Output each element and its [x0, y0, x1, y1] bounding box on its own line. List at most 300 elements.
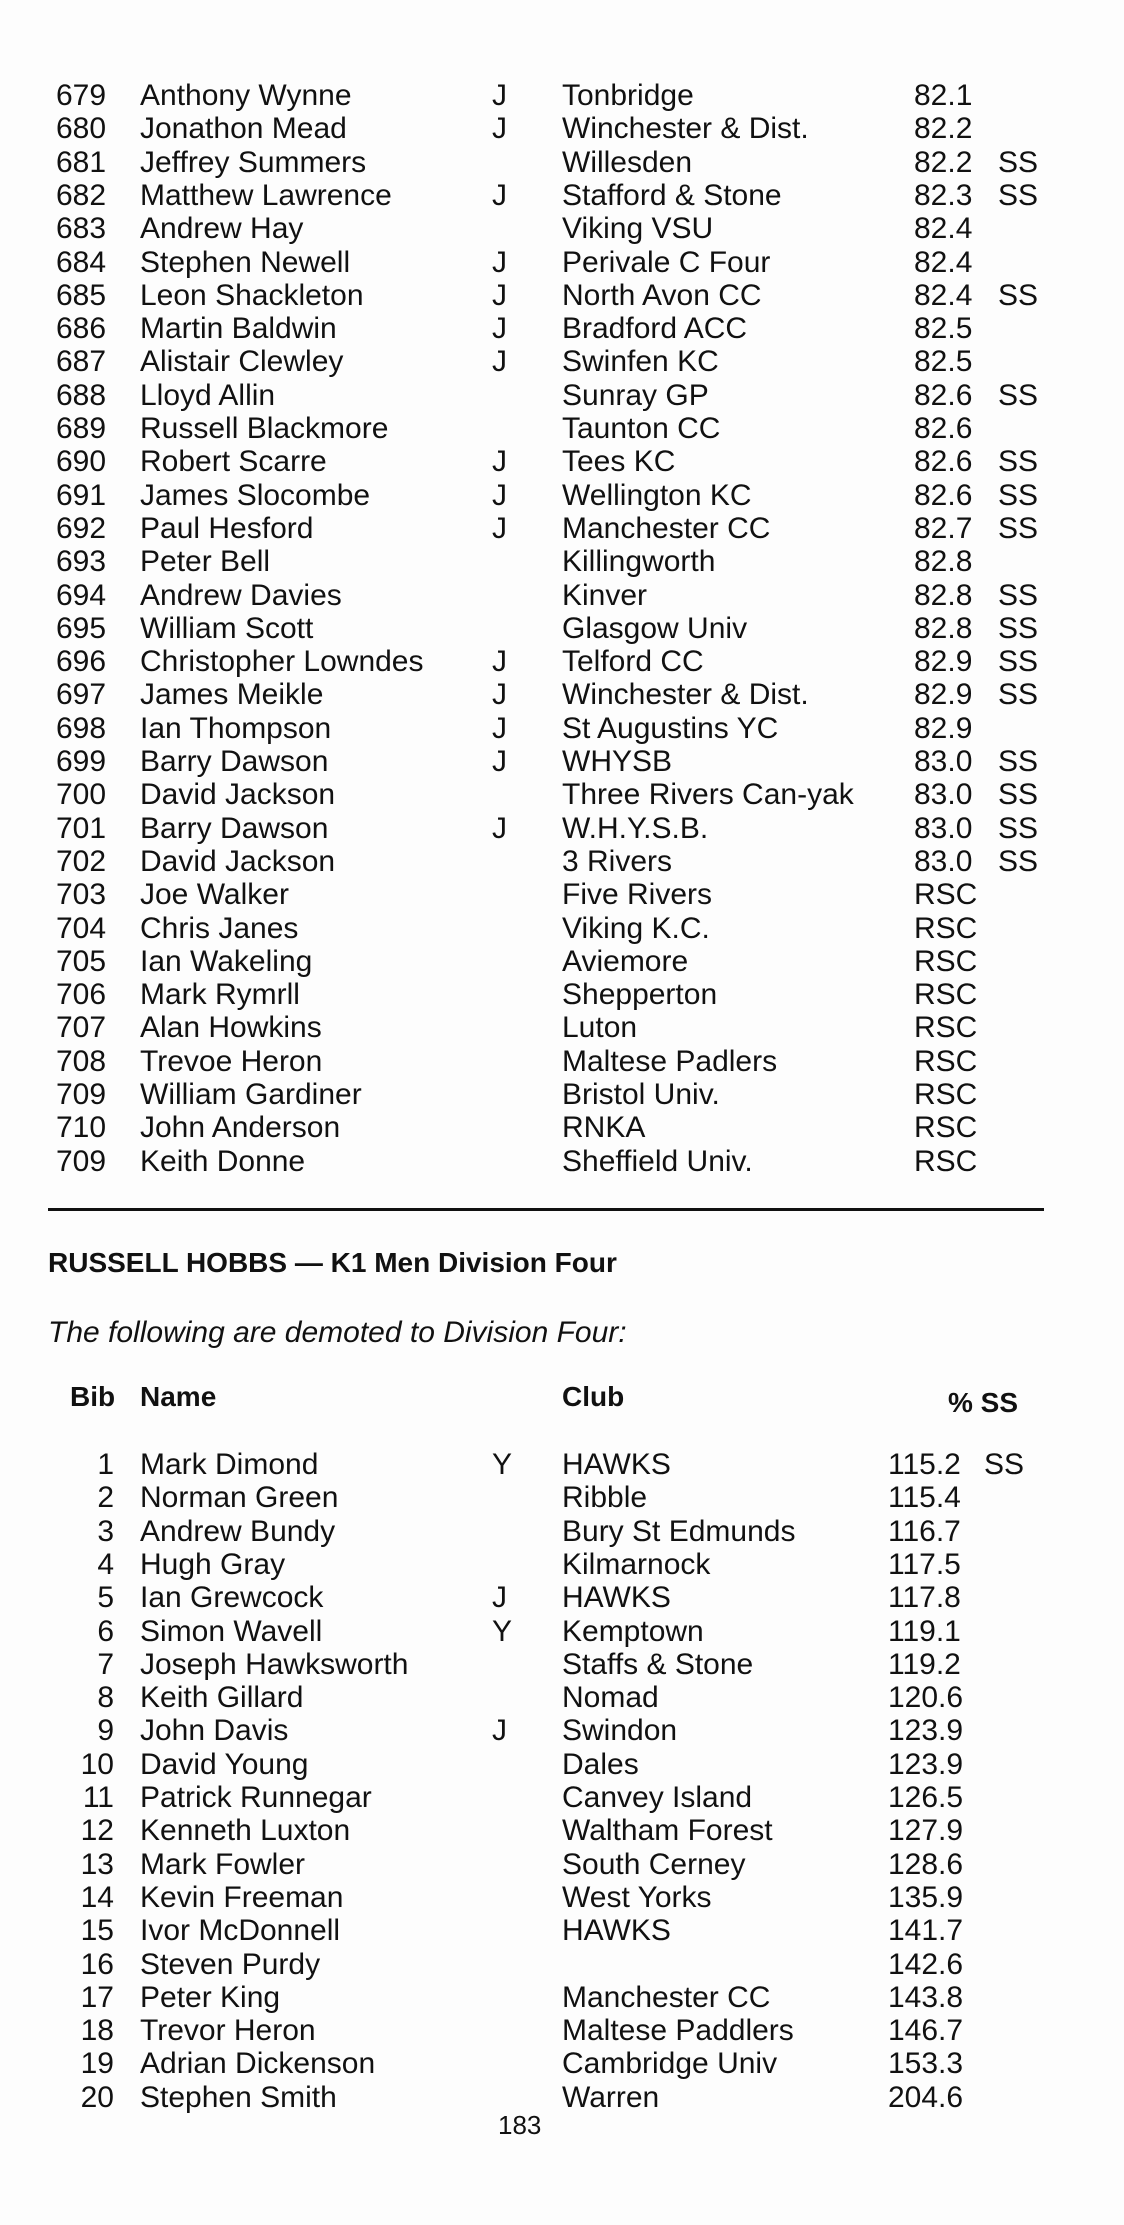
score-value: RSC	[914, 911, 978, 945]
ss-marker: SS	[998, 378, 1039, 412]
ss-marker: SS	[998, 811, 1039, 845]
table-row	[0, 678, 1124, 711]
competitor-name: Keith Gillard	[140, 1681, 304, 1715]
competitor-name: Kevin Freeman	[140, 1880, 344, 1914]
bib-number: 11	[82, 1781, 114, 1814]
table-row	[0, 1881, 1124, 1914]
club-name: Cambridge Univ	[562, 2047, 778, 2081]
bib-number: 14	[80, 1880, 114, 1914]
ss-marker: SS	[998, 645, 1039, 679]
bib-number: 15	[80, 1914, 114, 1948]
header-percent-ss: % SS	[948, 1387, 1019, 1418]
table-row	[0, 512, 1124, 545]
bib-number: 686	[56, 312, 107, 346]
score-value: 82.3	[914, 178, 973, 212]
table-row	[0, 2014, 1124, 2047]
category-flag: J	[492, 645, 507, 679]
category-flag: J	[492, 1714, 507, 1748]
table-row	[0, 2081, 1124, 2114]
bib-number: 702	[56, 844, 107, 878]
table-row	[0, 212, 1124, 245]
table-row	[0, 1011, 1124, 1044]
club-name: Sheffield Univ.	[562, 1144, 753, 1178]
competitor-name: Ian Thompson	[140, 711, 332, 745]
club-name: Kinver	[562, 578, 648, 612]
competitor-name: Peter King	[140, 1980, 281, 2014]
competitor-name: Paul Hesford	[140, 511, 314, 545]
club-name: Aviemore	[562, 944, 689, 978]
club-name: St Augustins YC	[562, 711, 779, 745]
table-row	[0, 878, 1124, 911]
table-row	[0, 1714, 1124, 1747]
club-name: Tees KC	[562, 445, 676, 479]
score-value: 119.2	[888, 1647, 961, 1681]
competitor-name: Andrew Bundy	[140, 1514, 336, 1548]
bib-number: 689	[56, 412, 107, 445]
club-name: Tonbridge	[562, 79, 694, 112]
competitor-name: Mark Dimond	[140, 1448, 319, 1481]
bib-number: 684	[56, 245, 107, 279]
club-name: Glasgow Univ	[562, 611, 748, 645]
table-row	[0, 79, 1124, 112]
score-value: RSC	[914, 1044, 978, 1078]
table-row	[0, 945, 1124, 978]
bib-number: 12	[80, 1814, 114, 1848]
score-value: 82.6	[914, 378, 973, 412]
bib-number: 697	[56, 678, 107, 712]
competitor-name: John Anderson	[140, 1111, 341, 1145]
category-flag: J	[492, 1581, 507, 1615]
score-value: RSC	[914, 1111, 978, 1145]
club-name: Winchester & Dist.	[562, 678, 809, 712]
category-flag: J	[492, 511, 507, 545]
bib-number: 681	[56, 145, 107, 179]
score-value: 204.6	[888, 2080, 964, 2114]
club-name: 3 Rivers	[562, 844, 673, 878]
category-flag: J	[492, 312, 507, 346]
score-value: 82.4	[914, 212, 973, 246]
competitor-name: Jonathon Mead	[140, 112, 347, 146]
competitor-name: Adrian Dickenson	[140, 2047, 376, 2081]
table-row	[0, 345, 1124, 378]
bib-number: 685	[56, 278, 107, 312]
table-row	[0, 1145, 1124, 1178]
competitor-name: Stephen Newell	[140, 245, 351, 279]
bib-number: 2	[97, 1481, 114, 1515]
ss-marker: SS	[998, 145, 1039, 179]
score-value: 119.1	[888, 1614, 961, 1648]
table-row	[0, 845, 1124, 878]
club-name: Three Rivers Can-yak	[562, 778, 854, 812]
competitor-name: Joseph Hawksworth	[140, 1647, 409, 1681]
bib-number: 13	[80, 1847, 114, 1881]
club-name: Kemptown	[562, 1614, 704, 1648]
bib-number: 690	[56, 445, 107, 479]
bib-number: 707	[56, 1011, 107, 1045]
competitor-name: Andrew Hay	[140, 212, 304, 246]
bib-number: 709	[56, 1144, 107, 1178]
table-row	[0, 1548, 1124, 1581]
competitor-name: Christopher Lowndes	[140, 645, 424, 679]
competitor-name: Keith Donne	[140, 1144, 306, 1178]
bib-number: 704	[56, 911, 107, 945]
bib-number: 682	[56, 178, 107, 212]
header-name: Name	[140, 1381, 217, 1412]
score-value: 83.0	[914, 811, 973, 845]
category-flag: J	[492, 112, 507, 146]
competitor-name: Mark Rymrll	[140, 978, 300, 1012]
table-row	[0, 445, 1124, 478]
bib-number: 692	[56, 511, 107, 545]
score-value: 82.8	[914, 611, 973, 645]
score-value: 117.5	[888, 1547, 961, 1581]
score-value: 116.7	[888, 1514, 961, 1548]
score-value: 82.2	[914, 145, 973, 179]
club-name: Telford CC	[562, 645, 704, 679]
club-name: Kilmarnock	[562, 1547, 711, 1581]
club-name: Bury St Edmunds	[562, 1514, 796, 1548]
score-value: 82.5	[914, 312, 973, 346]
category-flag: J	[492, 478, 507, 512]
competitor-name: Stephen Smith	[140, 2080, 337, 2114]
score-value: 123.9	[888, 1747, 964, 1781]
table-row	[0, 1481, 1124, 1514]
table-row	[0, 579, 1124, 612]
club-name: North Avon CC	[562, 278, 762, 312]
score-value: 142.6	[888, 1947, 964, 1981]
club-name: Maltese Padlers	[562, 1044, 778, 1078]
category-flag: J	[492, 678, 507, 712]
bib-number: 694	[56, 578, 107, 612]
competitor-name: Martin Baldwin	[140, 312, 337, 346]
club-name: Luton	[562, 1011, 638, 1045]
score-value: 82.6	[914, 478, 973, 512]
competitor-name: Trevoe Heron	[140, 1044, 323, 1078]
score-value: 82.8	[914, 545, 973, 579]
ss-marker: SS	[998, 278, 1039, 312]
table-row	[0, 745, 1124, 778]
club-name: Manchester CC	[562, 1980, 771, 2014]
club-name: Viking K.C.	[562, 911, 710, 945]
bib-number: 709	[56, 1078, 107, 1111]
competitor-name: Ivor McDonnell	[140, 1914, 341, 1948]
score-value: 120.6	[888, 1681, 964, 1715]
score-value: 82.9	[914, 711, 973, 745]
score-value: 82.1	[914, 79, 973, 112]
score-value: RSC	[914, 1011, 978, 1045]
club-name: Manchester CC	[562, 511, 771, 545]
bib-number: 693	[56, 545, 107, 579]
club-name: HAWKS	[562, 1448, 671, 1481]
table-row	[0, 1448, 1124, 1481]
score-value: 135.9	[888, 1880, 964, 1914]
header-bib: Bib	[70, 1381, 116, 1412]
competitor-name: David Young	[140, 1747, 309, 1781]
ss-marker: SS	[984, 1448, 1025, 1481]
ss-marker: SS	[998, 178, 1039, 212]
table-row	[0, 146, 1124, 179]
competitor-name: David Jackson	[140, 778, 336, 812]
score-value: 82.4	[914, 278, 973, 312]
bib-number: 19	[80, 2047, 114, 2081]
bib-number: 696	[56, 645, 107, 679]
category-flag: J	[492, 711, 507, 745]
table-row	[0, 1814, 1124, 1847]
score-value: 82.8	[914, 578, 973, 612]
club-name: Swinfen KC	[562, 345, 719, 379]
score-value: 82.2	[914, 112, 973, 146]
table-row	[0, 612, 1124, 645]
competitor-name: Ian Grewcock	[140, 1581, 324, 1615]
bib-number: 18	[80, 2014, 114, 2048]
competitor-name: John Davis	[140, 1714, 289, 1748]
bib-number: 701	[56, 811, 107, 845]
bib-number: 683	[56, 212, 107, 246]
score-value: RSC	[914, 978, 978, 1012]
club-name: Shepperton	[562, 978, 718, 1012]
table-row	[0, 379, 1124, 412]
ss-marker: SS	[998, 778, 1039, 812]
club-name: W.H.Y.S.B.	[562, 811, 709, 845]
category-flag: J	[492, 445, 507, 479]
ss-marker: SS	[998, 678, 1039, 712]
bib-number: 699	[56, 745, 107, 778]
category-flag: J	[492, 79, 507, 112]
club-name: Viking VSU	[562, 212, 714, 246]
bib-number: 680	[56, 112, 107, 146]
club-name: Winchester & Dist.	[562, 112, 809, 146]
table-row	[0, 712, 1124, 745]
header-club: Club	[562, 1381, 625, 1412]
table-row	[0, 1981, 1124, 2014]
category-flag: J	[492, 245, 507, 279]
table-row	[0, 1948, 1124, 1981]
bib-number: 691	[56, 478, 107, 512]
competitor-name: Barry Dawson	[140, 811, 329, 845]
bib-number: 708	[56, 1044, 107, 1078]
competitor-name: Matthew Lawrence	[140, 178, 392, 212]
score-value: 126.5	[888, 1781, 964, 1814]
score-value: 82.5	[914, 345, 973, 379]
table-row	[0, 312, 1124, 345]
bib-number: 706	[56, 978, 107, 1012]
ss-marker: SS	[998, 445, 1039, 479]
competitor-name: Ian Wakeling	[140, 944, 313, 978]
table-row	[0, 912, 1124, 945]
score-value: 117.8	[888, 1581, 961, 1615]
competitor-name: Alan Howkins	[140, 1011, 322, 1045]
club-name: West Yorks	[562, 1880, 712, 1914]
bib-number: 3	[97, 1514, 114, 1548]
score-value: 141.7	[888, 1914, 964, 1948]
competitor-name: Leon Shackleton	[140, 278, 364, 312]
competitor-name: Norman Green	[140, 1481, 339, 1515]
score-value: RSC	[914, 1078, 978, 1111]
bib-number: 695	[56, 611, 107, 645]
score-value: 123.9	[888, 1714, 964, 1748]
score-value: 143.8	[888, 1980, 964, 2014]
page-number: 183	[498, 2110, 542, 2140]
competitor-name: James Meikle	[140, 678, 324, 712]
competitor-name: David Jackson	[140, 844, 336, 878]
club-name: Willesden	[562, 145, 693, 179]
table-row	[0, 1045, 1124, 1078]
category-flag: Y	[492, 1614, 513, 1648]
bib-number: 4	[97, 1547, 114, 1581]
score-value: 83.0	[914, 778, 973, 812]
club-name: Wellington KC	[562, 478, 752, 512]
club-name: Five Rivers	[562, 878, 713, 912]
table-row	[0, 1648, 1124, 1681]
bib-number: 700	[56, 778, 107, 812]
table-row	[0, 545, 1124, 578]
competitor-name: Anthony Wynne	[140, 79, 352, 112]
category-flag: J	[492, 178, 507, 212]
bib-number: 703	[56, 878, 107, 912]
bib-number: 7	[97, 1647, 114, 1681]
table-row	[0, 112, 1124, 145]
club-name: Waltham Forest	[562, 1814, 773, 1848]
category-flag: J	[492, 345, 507, 379]
competitor-name: Russell Blackmore	[140, 412, 389, 445]
score-value: 115.2	[888, 1448, 961, 1481]
score-value: 83.0	[914, 844, 973, 878]
score-value: 82.6	[914, 412, 973, 445]
competitor-name: Chris Janes	[140, 911, 299, 945]
club-name: HAWKS	[562, 1914, 671, 1948]
competitor-name: Alistair Clewley	[140, 345, 344, 379]
section-divider	[48, 1208, 1044, 1211]
club-name: Canvey Island	[562, 1781, 753, 1814]
score-value: 128.6	[888, 1847, 964, 1881]
ss-marker: SS	[998, 745, 1039, 778]
score-value: 82.7	[914, 511, 973, 545]
table-row	[0, 246, 1124, 279]
score-value: 82.6	[914, 445, 973, 479]
section-subtitle: The following are demoted to Division Four:	[48, 1316, 627, 1349]
table-row	[0, 2047, 1124, 2080]
competitor-name: Lloyd Allin	[140, 378, 276, 412]
table-row	[0, 978, 1124, 1011]
club-name: Killingworth	[562, 545, 716, 579]
bib-number: 8	[97, 1681, 114, 1715]
club-name: Nomad	[562, 1681, 659, 1715]
club-name: Maltese Paddlers	[562, 2014, 794, 2048]
bib-number: 705	[56, 944, 107, 978]
score-value: 153.3	[888, 2047, 964, 2081]
section-title: RUSSELL HOBBS — K1 Men Division Four	[48, 1247, 617, 1278]
score-value: 82.4	[914, 245, 973, 279]
competitor-name: Barry Dawson	[140, 745, 329, 778]
category-flag: J	[492, 745, 507, 778]
bib-number: 687	[56, 345, 107, 379]
club-name: Taunton CC	[562, 412, 721, 445]
club-name: Ribble	[562, 1481, 648, 1515]
bib-number: 20	[80, 2080, 114, 2114]
table-row	[0, 812, 1124, 845]
club-name: Perivale C Four	[562, 245, 771, 279]
ss-marker: SS	[998, 478, 1039, 512]
category-flag: J	[492, 811, 507, 845]
competitor-name: Peter Bell	[140, 545, 271, 579]
competitor-name: Andrew Davies	[140, 578, 342, 612]
competitor-name: William Scott	[140, 611, 314, 645]
competitor-name: Kenneth Luxton	[140, 1814, 351, 1848]
table-row	[0, 1078, 1124, 1111]
competitor-name: William Gardiner	[140, 1078, 362, 1111]
score-value: 146.7	[888, 2014, 964, 2048]
ss-marker: SS	[998, 844, 1039, 878]
bib-number: 1	[97, 1448, 114, 1481]
table-row	[0, 1914, 1124, 1947]
competitor-name: Trevor Heron	[140, 2014, 316, 2048]
table-row	[0, 645, 1124, 678]
club-name: Dales	[562, 1747, 639, 1781]
table-row	[0, 412, 1124, 445]
bib-number: 710	[56, 1111, 107, 1145]
score-value: RSC	[914, 944, 978, 978]
club-name: Warren	[562, 2080, 660, 2114]
score-value: 115.4	[888, 1481, 961, 1515]
table-row	[0, 1781, 1124, 1814]
competitor-name: Jeffrey Summers	[140, 145, 367, 179]
score-value: RSC	[914, 1144, 978, 1178]
bib-number: 17	[80, 1980, 114, 2014]
competitor-name: Mark Fowler	[140, 1847, 306, 1881]
bib-number: 9	[97, 1714, 114, 1748]
club-name: Bristol Univ.	[562, 1078, 720, 1111]
club-name: Stafford & Stone	[562, 178, 782, 212]
competitor-name: Robert Scarre	[140, 445, 327, 479]
table-row	[0, 279, 1124, 312]
competitor-name: Patrick Runnegar	[140, 1781, 372, 1814]
club-name: Swindon	[562, 1714, 678, 1748]
club-name: Sunray GP	[562, 378, 709, 412]
score-value: 82.9	[914, 678, 973, 712]
table-row	[0, 778, 1124, 811]
club-name: South Cerney	[562, 1847, 746, 1881]
bib-number: 10	[80, 1747, 114, 1781]
competitor-name: Hugh Gray	[140, 1547, 286, 1581]
table-row	[0, 1848, 1124, 1881]
table-row	[0, 1111, 1124, 1144]
competitor-name: Simon Wavell	[140, 1614, 323, 1648]
bib-number: 688	[56, 378, 107, 412]
score-value: 127.9	[888, 1814, 964, 1848]
bib-number: 5	[97, 1581, 114, 1615]
ss-marker: SS	[998, 511, 1039, 545]
bib-number: 698	[56, 711, 107, 745]
category-flag: J	[492, 278, 507, 312]
ss-marker: SS	[998, 578, 1039, 612]
category-flag: Y	[492, 1448, 513, 1481]
club-name: Bradford ACC	[562, 312, 748, 346]
competitor-name: James Slocombe	[140, 478, 371, 512]
score-value: 83.0	[914, 745, 973, 778]
score-value: RSC	[914, 878, 978, 912]
table-row	[0, 1581, 1124, 1614]
table-row	[0, 1615, 1124, 1648]
ss-marker: SS	[998, 611, 1039, 645]
table-row	[0, 1681, 1124, 1714]
table-row	[0, 1748, 1124, 1781]
score-value: 82.9	[914, 645, 973, 679]
bib-number: 16	[80, 1947, 114, 1981]
competitor-name: Joe Walker	[140, 878, 289, 912]
club-name: RNKA	[562, 1111, 646, 1145]
bib-number: 679	[56, 79, 107, 112]
table-row	[0, 1515, 1124, 1548]
